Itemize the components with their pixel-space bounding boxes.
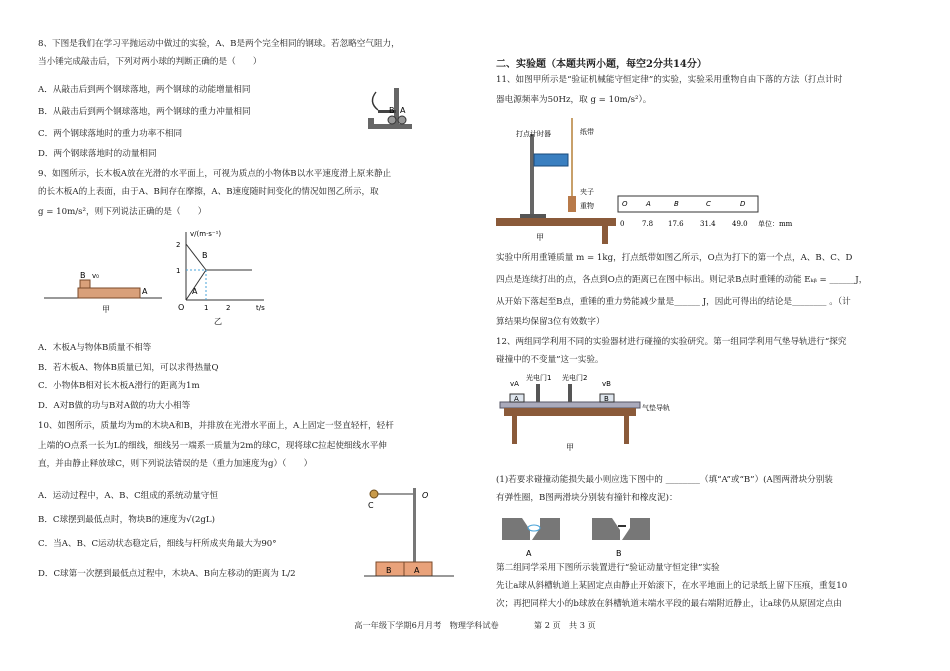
q9-x-label: t/s	[256, 304, 265, 312]
q12-pic-a-left	[502, 518, 530, 540]
q12-sub3-line2: 次；再把同样大小的b球放在斜槽轨道末端水平段的最右端附近静止，让a球仍从原固定点由	[496, 599, 842, 609]
q11-timer	[534, 154, 568, 166]
q12-label-b: B	[604, 395, 609, 403]
q10-stem-line3: 直，并由静止释放球C，则下列说法错误的是（重力加速度为g）（ ）	[38, 459, 313, 469]
q12-label-vb: vB	[602, 380, 611, 388]
q10-ball-c	[370, 490, 378, 498]
q12-pic-b-right	[622, 518, 650, 540]
q8-option-c: C．两个钢球落地时的重力功率不相同	[38, 129, 183, 139]
q12-table	[504, 408, 636, 416]
q11-stand	[530, 134, 534, 218]
q9-figure	[42, 228, 272, 338]
q11-value-3: 31.4	[700, 220, 716, 228]
q12-stem-line2: 碰撞中的不变量”这一实验。	[496, 355, 604, 365]
q10-figure	[364, 480, 464, 580]
q9-option-d: D．A对B做的功与B对A做的功大小相等	[38, 401, 191, 411]
q12-pic-label-a: A	[526, 549, 532, 558]
q9-curve-label-a: A	[192, 287, 198, 296]
q10-option-b: B．C球摆到最低点时，物块B的速度为√(2gL)	[38, 515, 215, 525]
q8-ball-a	[398, 116, 406, 124]
q12-gate1	[536, 384, 540, 402]
q12-label-va: vA	[510, 380, 519, 388]
q9-tick-2: 2	[176, 241, 181, 249]
q10-option-c: C．当A、B、C运动状态稳定后，细线与杆所成夹角最大为90°	[38, 539, 277, 549]
q9-stem-line3: g = 10m/s²，则下列说法正确的是（ ）	[38, 207, 207, 217]
q11-point-o: O	[622, 200, 628, 208]
q10-label-c: C	[368, 501, 374, 510]
q12-rail	[500, 402, 640, 408]
q10-label-o: O	[422, 491, 429, 500]
q12-pic-b-left	[592, 518, 620, 540]
q11-value-4: 49.0	[732, 220, 748, 228]
q12-pic-label-b: B	[616, 549, 622, 558]
q11-value-1: 7.8	[642, 220, 654, 228]
q11-label-clip: 夹子	[580, 188, 594, 196]
q11-label-tape: 纸带	[580, 128, 594, 136]
q11-figure-tape	[612, 194, 912, 244]
q12-label-rail: 气垫导轨	[642, 404, 670, 412]
q12-sub1-line2: 有弹性圈，B图两滑块分别装有撞针和橡皮泥)：	[496, 493, 678, 503]
q11-weight	[568, 196, 576, 212]
q8-option-a: A．从敲击后到两个钢球落地，两个钢球的动能增量相同	[38, 85, 251, 95]
q12-sub2: 第二组同学采用下图所示装置进行“验证动量守恒定律”实验	[496, 563, 720, 573]
q12-sub1-line1: (1)若要求碰撞动能损失最小则应选下图中的 ________（填“A”或“B”）(A图两滑块分别装	[496, 475, 833, 485]
q10-stem-line2: 上端的O点系一长为L的细线，细线另一端系一质量为2m的球C，现将球C拉起使细线水平伸	[38, 441, 387, 451]
q11-body-line4: 算结果均保留3位有效数字）	[496, 317, 605, 327]
q11-body-line1: 实验中所用重锤质量 m = 1kg，打点纸带如图乙所示，O点为打下的第一个点，A、B、C、D	[496, 253, 853, 263]
q8-base	[368, 124, 412, 129]
q8-option-d: D．两个钢球落地时的动量相同	[38, 149, 157, 159]
q9-label-v0: v₀	[92, 272, 99, 280]
q11-value-0: 0	[620, 220, 625, 228]
q12-label-gate1: 光电门1	[526, 374, 552, 382]
q11-body-line2: 四点是连续打出的点，各点到O点的距离已在图中标出。则记录B点时重锤的动能 Eₖᵦ = ______J，	[496, 275, 868, 285]
q9-stem-line1: 9、如图所示，长木板A放在光滑的水平面上，可视为质点的小物体B以水平速度滑上原来静止	[38, 169, 392, 179]
q9-caption-right: 乙	[214, 317, 222, 326]
q8-hammer-arrow	[372, 92, 378, 110]
q11-caption: 甲	[536, 233, 544, 242]
q12-figure-rail	[496, 372, 676, 452]
q11-table-top	[496, 218, 616, 226]
q8-stem-line2: 当小锤完成敲击后，下列对两小球的判断正确的是（ ）	[38, 57, 262, 67]
q10-option-d: D．C球第一次摆到最低点过程中，木块A、B向左移动的距离为 L/2	[38, 569, 296, 579]
q9-option-c: C．小物体B相对长木板A滑行的距离为1m	[38, 381, 200, 391]
q9-tick-x1: 1	[204, 304, 209, 312]
q9-tick-x2: 2	[226, 304, 231, 312]
q12-gate2	[568, 384, 572, 402]
q9-label-block-b: B	[80, 271, 86, 280]
q12-pic-a-ring	[528, 525, 540, 531]
q8-ball-b	[388, 116, 396, 124]
q10-option-a: A．运动过程中，A、B、C组成的系统动量守恒	[38, 491, 218, 501]
q11-point-c: C	[706, 200, 711, 208]
q11-table-leg	[602, 226, 608, 244]
q9-tick-1: 1	[176, 267, 181, 275]
q11-stem-line2: 器电源频率为50Hz，取 g = 10m/s²）。	[496, 95, 652, 105]
q12-pic-a-right	[532, 518, 560, 540]
page-footer	[0, 620, 950, 631]
q11-point-b: B	[674, 200, 679, 208]
q9-board-a	[78, 288, 140, 298]
q12-caption: 甲	[566, 443, 574, 452]
q12-figure-options	[500, 508, 670, 560]
q9-caption-left: 甲	[102, 305, 110, 314]
q12-table-leg-right	[624, 416, 629, 444]
q11-point-a: A	[646, 200, 651, 208]
q11-unit: 单位：mm	[758, 220, 793, 228]
q10-label-a: A	[414, 566, 420, 575]
q12-table-leg-left	[512, 416, 517, 444]
q9-block-b	[80, 280, 90, 288]
q11-label-weight: 重物	[580, 202, 594, 210]
q8-option-b: B．从敲击后到两个钢球落地，两个钢球的重力冲量相同	[38, 107, 251, 117]
footer-right: 第 2 页 共 3 页	[533, 620, 596, 630]
q8-figure	[358, 86, 418, 140]
q8-stem-line1: 8、下图是我们在学习平抛运动中做过的实验，A、B是两个完全相同的钢球。若忽略空气阻力，	[38, 39, 400, 49]
section-title: 二、实验题（本题共两小题，每空2分共14分）	[496, 59, 707, 70]
q8-base-left	[368, 118, 374, 129]
footer-left: 高一年级下学期6月月考 物理学科试卷	[354, 620, 499, 630]
q11-stand-base	[520, 214, 546, 218]
q11-point-d: D	[740, 200, 746, 208]
q9-option-a: A．木板A与物体B质量不相等	[38, 343, 152, 353]
q9-option-b: B．若木板A、物体B质量已知，可以求得热量Q	[38, 363, 219, 373]
q9-origin: O	[178, 303, 185, 312]
q11-body-line3: 从开始下落起至B点，重锤的重力势能减少量是______ J，因此可得出的结论是________ 。（计	[496, 297, 851, 307]
q9-y-label: v/(m·s⁻¹)	[190, 230, 222, 238]
q11-stem-line1: 11、如图甲所示是“验证机械能守恒定律”的实验，实验采用重物自由下落的方法（打点计时	[496, 75, 843, 85]
q8-label-b: B	[389, 106, 395, 115]
q10-stem-line1: 10、如图所示，质量均为m的木块A和B，并排放在光滑水平面上，A上固定一竖直轻杆，轻杆	[38, 421, 394, 431]
q10-label-b: B	[386, 566, 392, 575]
q12-stem-line1: 12、两组同学利用不同的实验器材进行碰撞的实验研究。第一组同学利用气垫导轨进行“探究	[496, 337, 847, 347]
q11-label-timer: 打点计时器	[516, 130, 551, 138]
q9-stem-line2: 的长木板A的上表面，由于A、B间存在摩擦，A、B速度随时间变化的情况如图乙所示，取	[38, 187, 379, 197]
q12-label-a: A	[514, 395, 519, 403]
q10-rod	[413, 488, 416, 566]
q9-label-block-a: A	[142, 287, 148, 296]
q11-tape-strip	[618, 196, 758, 212]
q12-label-gate2: 光电门2	[562, 374, 588, 382]
q9-curve-label-b: B	[202, 251, 208, 260]
q12-sub3-line1: 先让a球从斜槽轨道上某固定点由静止开始滚下，在水平地面上的记录纸上留下压痕，重复10	[496, 581, 848, 591]
q8-label-a: A	[400, 106, 406, 115]
q11-value-2: 17.6	[668, 220, 684, 228]
